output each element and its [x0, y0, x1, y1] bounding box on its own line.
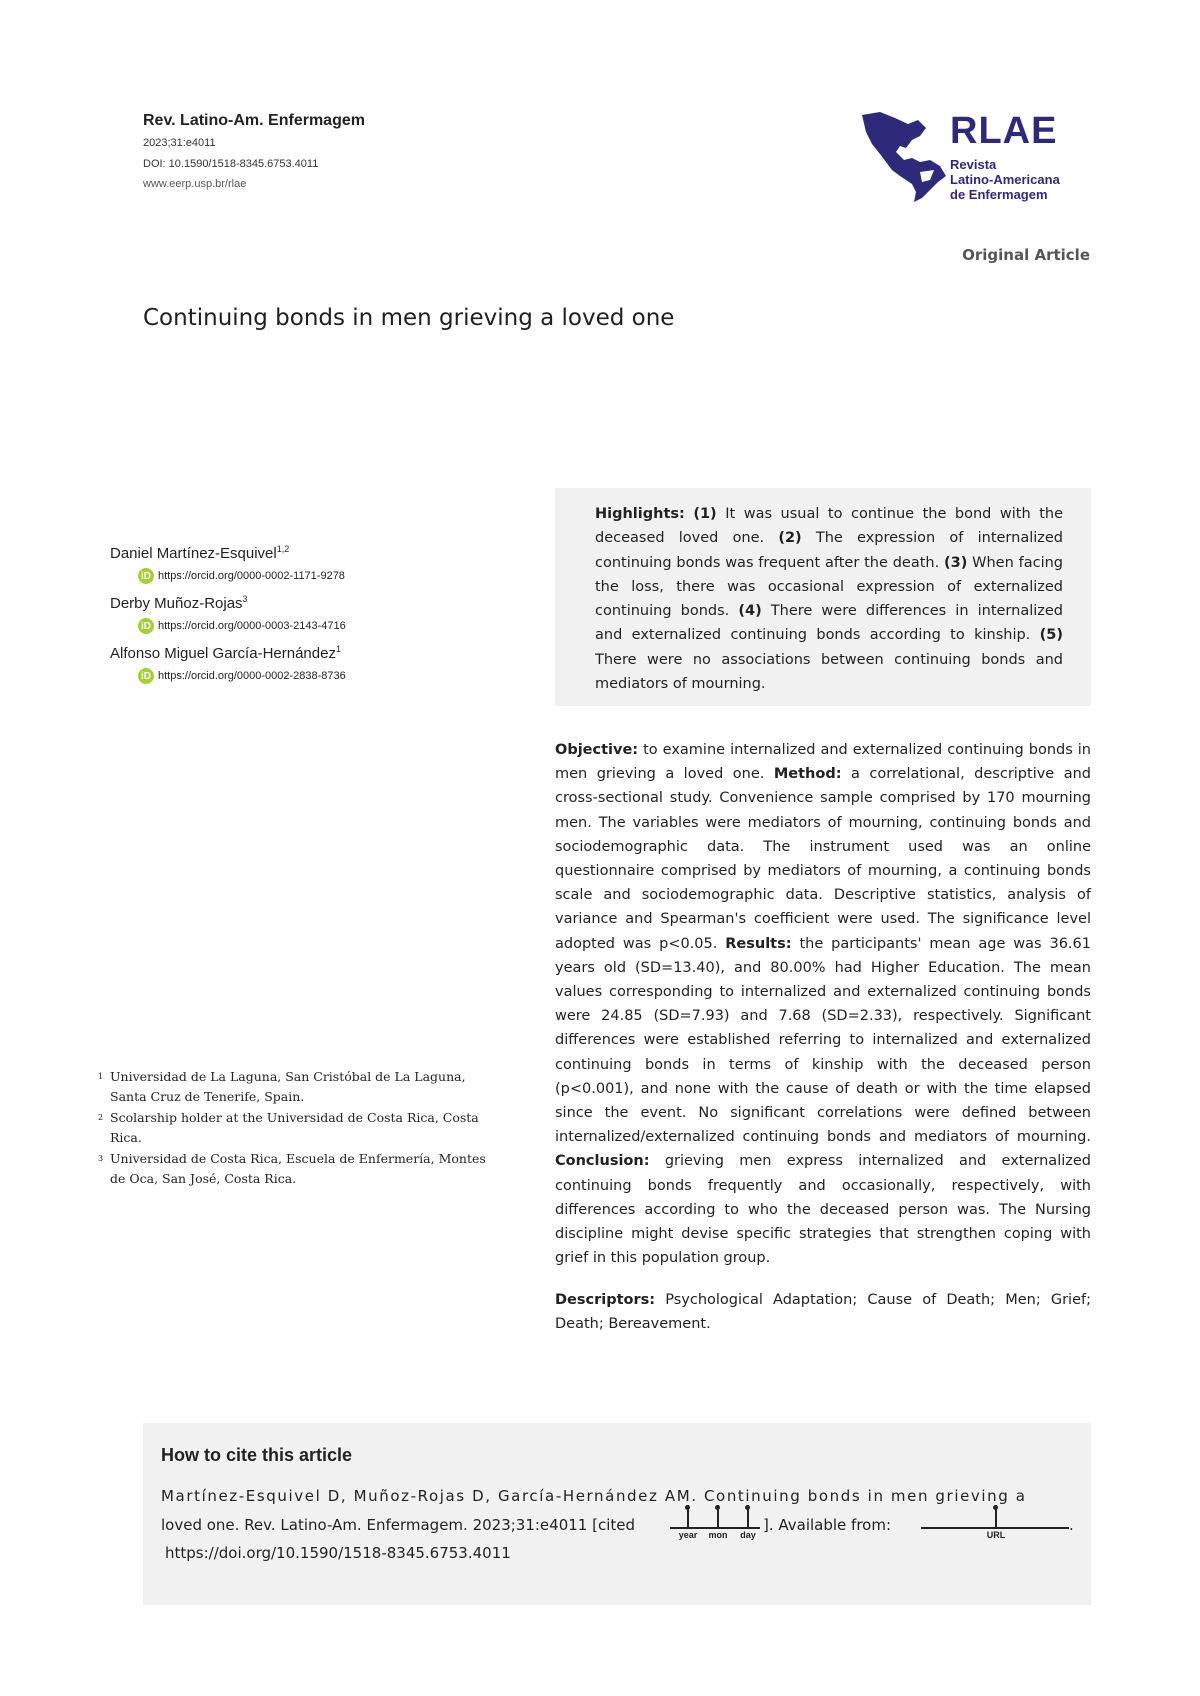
- orcid-link[interactable]: https://orcid.org/0000-0002-2838-8736: [158, 670, 346, 682]
- logo-line-3: de Enfermagem: [950, 187, 1048, 202]
- affiliation-3: [98, 1149, 493, 1189]
- author-3: [110, 644, 341, 662]
- affiliation-num: 2: [98, 1113, 104, 1122]
- descriptors-label: Descriptors:: [555, 1292, 656, 1308]
- highlight-num: (2): [778, 530, 802, 547]
- cite-available-from: ]. Available from:: [763, 1516, 892, 1534]
- highlight-text: There were no associations between continuing bonds and mediators of mourning.: [595, 651, 1063, 693]
- highlight-text: There were differences in internalized and externalized continuing bonds according to kinship.: [595, 603, 1064, 644]
- highlights-box: [555, 488, 1091, 706]
- objective-label: Objective:: [555, 742, 639, 758]
- day-label: day: [740, 1530, 756, 1540]
- highlight-num: (3): [944, 554, 968, 571]
- orcid-link[interactable]: https://orcid.org/0000-0002-1171-9278: [158, 570, 345, 582]
- highlights-text: [595, 502, 1063, 696]
- author-affil-sup: 3: [242, 594, 248, 604]
- rlae-map-logo-icon: [860, 110, 950, 205]
- cite-heading: How to cite this article: [161, 1445, 353, 1465]
- affiliation-2: [98, 1108, 493, 1148]
- affiliation-1: [98, 1067, 493, 1107]
- cite-month-field[interactable]: [704, 1505, 732, 1541]
- year-label: year: [678, 1530, 698, 1540]
- highlights-label: Highlights:: [595, 506, 685, 522]
- method-label: Method:: [773, 766, 842, 783]
- month-label: mon: [708, 1530, 728, 1540]
- author-name: Derby Muñoz-Rojas: [110, 595, 243, 612]
- results-text: the participants' mean age was 36.61 years old (SD=13.40), and 80.00% had Higher Education. The mean values corresponding to internalized and externalized continuing bonds were 24.85 (SD=7.93) and 7.68 (SD=2.33), respectively. Significant differences were established referring to internalized and externalized continuing bonds in terms of kinship with the deceased person (p<0.001), and none with the cause of death or with the time elapsed since the event. No significant correlations were defined between internalized/externalized continuing bonds and mediators of mourning.: [555, 935, 1091, 1146]
- author-2-orcid[interactable]: [138, 618, 346, 634]
- highlight-num: (4): [738, 603, 762, 620]
- logo-line-2: Latino-Americana: [950, 172, 1060, 187]
- cite-line-2-start: loved one. Rev. Latino-Am. Enfermagem. 2023;31:e4011 [cited: [161, 1516, 636, 1534]
- orcid-link[interactable]: https://orcid.org/0000-0003-2143-4716: [158, 620, 346, 632]
- cite-line-1: Martínez-Esquivel D, Muñoz-Rojas D, García-Hernández AM. Continuing bonds in men grieving a: [161, 1487, 1027, 1505]
- conclusion-label: Conclusion:: [555, 1153, 650, 1170]
- author-1: [110, 544, 289, 562]
- cite-url-field[interactable]: [982, 1505, 1010, 1541]
- author-3-orcid[interactable]: [138, 668, 346, 684]
- highlight-text: It was usual to continue the bond with the deceased loved one.: [595, 506, 1063, 547]
- author-name: Alfonso Miguel García-Hernández: [110, 645, 336, 662]
- affiliation-text: Universidad de La Laguna, San Cristóbal de La Laguna, Santa Cruz de Tenerife, Spain.: [110, 1069, 466, 1104]
- conclusion-text: grieving men express internalized and externalized continuing bonds frequently and occasionally, respectively, with differences according to who the deceased person was. The Nursing discipline might devise specific strategies that strengthen coping with grief in this population group.: [555, 1153, 1091, 1267]
- logo-abbr: RLAE: [950, 110, 1058, 152]
- highlight-num: (1): [693, 506, 717, 522]
- results-label: Results:: [725, 935, 792, 952]
- author-name: Daniel Martínez-Esquivel: [110, 545, 277, 562]
- cite-day-field[interactable]: [734, 1505, 762, 1541]
- logo-line-1: Revista: [950, 157, 997, 172]
- highlight-text: The expression of internalized continuing bonds was frequent after the death.: [595, 530, 1063, 571]
- author-2: [110, 594, 248, 612]
- article-title: Continuing bonds in men grieving a loved one: [143, 305, 675, 331]
- orcid-icon: iD: [138, 618, 154, 634]
- affiliation-num: 1: [98, 1072, 104, 1081]
- article-type: Original Article: [962, 246, 1090, 264]
- affiliation-text: Universidad de Costa Rica, Escuela de Enfermería, Montes de Oca, San José, Costa Rica.: [110, 1151, 486, 1186]
- orcid-icon: iD: [138, 568, 154, 584]
- author-affil-sup: 1,2: [276, 544, 290, 554]
- abstract: [555, 738, 1091, 1270]
- journal-name: Rev. Latino-Am. Enfermagem: [143, 112, 365, 129]
- journal-volume: 2023;31:e4011: [143, 137, 216, 149]
- method-text: a correlational, descriptive and cross-sectional study. Convenience sample comprised by 170 mourning men. The variables were mediators of mourning, continuing bonds and sociodemographic data. The instrument used was an online questionnaire comprised by mediators of mourning, a continuing bonds scale and sociodemographic data. Descriptive statistics, analysis of variance and Spearman's coefficient were used. The significance level adopted was p<0.05.: [555, 766, 1091, 952]
- affiliation-text: Scolarship holder at the Universidad de Costa Rica, Costa Rica.: [110, 1110, 479, 1145]
- objective-text: to examine internalized and externalized continuing bonds in men grieving a loved one.: [555, 742, 1091, 783]
- how-to-cite-box: [143, 1423, 1091, 1605]
- orcid-icon: iD: [138, 668, 154, 684]
- highlight-text: When facing the loss, there was occasional expression of externalized continuing bonds.: [595, 554, 1063, 620]
- cite-line-2-end: .: [1069, 1516, 1074, 1534]
- descriptors: [555, 1288, 1091, 1336]
- cite-line-2: [161, 1516, 635, 1534]
- author-1-orcid[interactable]: [138, 568, 345, 584]
- url-label: URL: [986, 1530, 1006, 1540]
- cite-year-field[interactable]: [674, 1505, 702, 1541]
- doi[interactable]: DOI: 10.1590/1518-8345.6753.4011: [143, 158, 319, 170]
- journal-website[interactable]: www.eerp.usp.br/rlae: [143, 178, 247, 190]
- highlight-num: (5): [1039, 627, 1063, 644]
- author-affil-sup: 1: [335, 644, 341, 654]
- descriptors-text: Psychological Adaptation; Cause of Death; Men; Grief; Death; Bereavement.: [555, 1292, 1091, 1333]
- affiliation-num: 3: [98, 1154, 104, 1163]
- cite-doi-link[interactable]: https://doi.org/10.1590/1518-8345.6753.4011: [165, 1544, 511, 1562]
